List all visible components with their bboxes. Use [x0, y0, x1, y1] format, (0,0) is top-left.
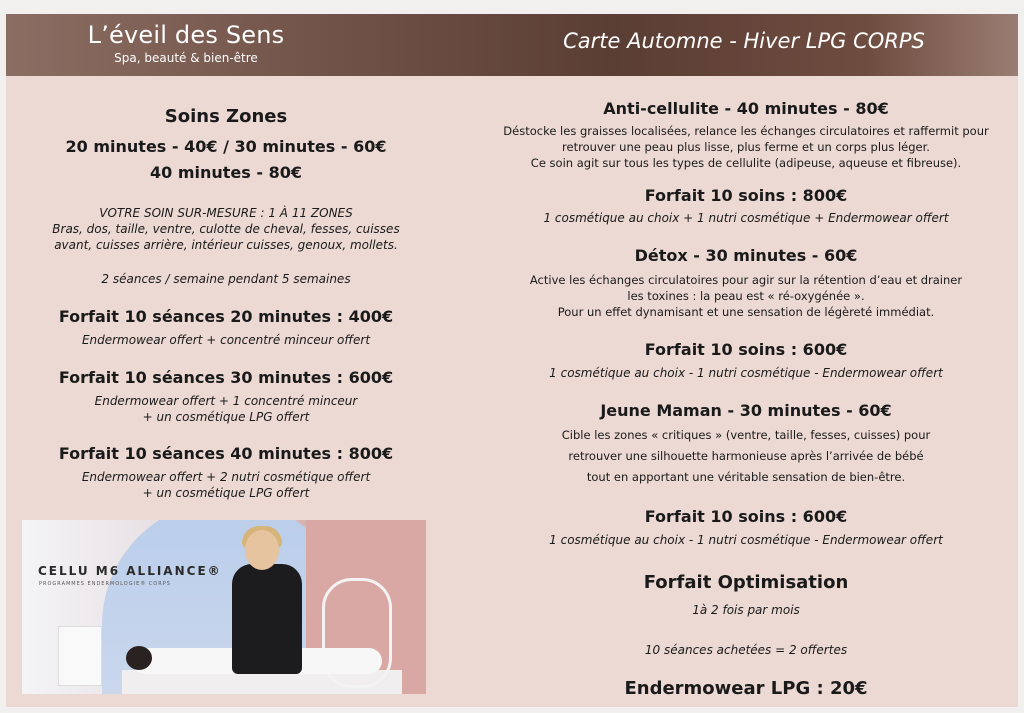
forfait-30-desc-1: Endermowear offert + 1 concentré minceur — [94, 394, 358, 408]
jeune-maman-title: Jeune Maman - 30 minutes - 60€ — [600, 401, 892, 420]
detox-title: Détox - 30 minutes - 60€ — [634, 246, 858, 265]
detox-desc-2: les toxines : la peau est « ré-oxygénée ». — [627, 289, 865, 303]
zones-line-2: avant, cuisses arrière, intérieur cuisses, genoux, mollets. — [54, 238, 398, 252]
menu-page — [6, 14, 1018, 707]
durations-line-2: 40 minutes - 80€ — [150, 163, 302, 182]
lpg-device-cart — [58, 626, 102, 686]
anti-cellulite-title: Anti-cellulite - 40 minutes - 80€ — [603, 99, 889, 118]
right-column — [476, 14, 1016, 707]
forfait-20-desc: Endermowear offert + concentré minceur offert — [81, 333, 371, 347]
durations-line-1: 20 minutes - 40€ / 30 minutes - 60€ — [65, 137, 387, 156]
forfait-40-desc-2: + un cosmétique LPG offert — [142, 486, 310, 500]
brand-subtitle: Spa, beauté & bien-être — [114, 51, 258, 65]
cellu-m6-logo-subtitle: PROGRAMMES ENDERMOLOGIE® CORPS — [39, 581, 171, 587]
detox-desc-3: Pour un effet dynamisant et une sensation de légèreté immédiat. — [557, 305, 935, 319]
detox-desc-1: Active les échanges circulatoires pour agir sur la rétention d’eau et drainer — [529, 273, 963, 287]
jeune-maman-desc-1: Cible les zones « critiques » (ventre, taille, fesses, cuisses) pour — [561, 428, 931, 442]
jeune-maman-forfait: Forfait 10 soins : 600€ — [644, 507, 848, 526]
anti-cellulite-forfait-desc: 1 cosmétique au choix + 1 nutri cosmétique + Endermowear offert — [543, 211, 949, 225]
anti-cellulite-desc-2: retrouver une peau plus lisse, plus ferme et un corps plus léger. — [562, 140, 930, 154]
forfait-optimisation-title: Forfait Optimisation — [643, 572, 849, 593]
frequency-text: 2 séances / semaine pendant 5 semaines — [101, 272, 351, 286]
practitioner-figure — [232, 564, 302, 674]
practitioner-head — [245, 530, 279, 570]
anti-cellulite-forfait: Forfait 10 soins : 800€ — [644, 186, 848, 205]
page-title: Carte Automne - Hiver LPG CORPS — [563, 29, 925, 53]
anti-cellulite-desc-1: Déstocke les graisses localisées, relance les échanges circulatoires et raffermit pour — [503, 124, 989, 138]
jeune-maman-desc-3: tout en apportant une véritable sensation de bien-être. — [586, 470, 906, 484]
forfait-40-desc-1: Endermowear offert + 2 nutri cosmétique offert — [81, 470, 371, 484]
cellu-m6-promo-image — [22, 520, 426, 694]
anti-cellulite-desc-3: Ce soin agit sur tous les types de cellulite (adipeuse, aqueuse et fibreuse). — [530, 156, 962, 170]
optimisation-offer: 10 séances achetées = 2 offertes — [644, 643, 848, 657]
forfait-20-title: Forfait 10 séances 20 minutes : 400€ — [58, 307, 394, 326]
forfait-40-title: Forfait 10 séances 40 minutes : 800€ — [58, 444, 394, 463]
patient-head — [126, 646, 152, 670]
endermowear-price: Endermowear LPG : 20€ — [624, 678, 868, 699]
jeune-maman-forfait-desc: 1 cosmétique au choix - 1 nutri cosmétique - Endermowear offert — [549, 533, 943, 547]
jeune-maman-desc-2: retrouver une silhouette harmonieuse après l’arrivée de bébé — [568, 449, 924, 463]
forfait-30-desc-2: + un cosmétique LPG offert — [142, 410, 310, 424]
custom-care-label: VOTRE SOIN SUR-MESURE : 1 À 11 ZONES — [99, 206, 353, 220]
detox-forfait: Forfait 10 soins : 600€ — [644, 340, 848, 359]
zones-line-1: Bras, dos, taille, ventre, culotte de cheval, fesses, cuisses — [52, 222, 400, 236]
optimisation-frequency: 1à 2 fois par mois — [692, 603, 800, 617]
brand-title: L’éveil des Sens — [87, 21, 285, 49]
cellu-m6-logo: CELLU M6 ALLIANCE® — [38, 564, 222, 578]
forfait-30-title: Forfait 10 séances 30 minutes : 600€ — [58, 368, 394, 387]
soins-zones-title: Soins Zones — [164, 106, 288, 127]
detox-forfait-desc: 1 cosmétique au choix - 1 nutri cosmétique - Endermowear offert — [549, 366, 943, 380]
